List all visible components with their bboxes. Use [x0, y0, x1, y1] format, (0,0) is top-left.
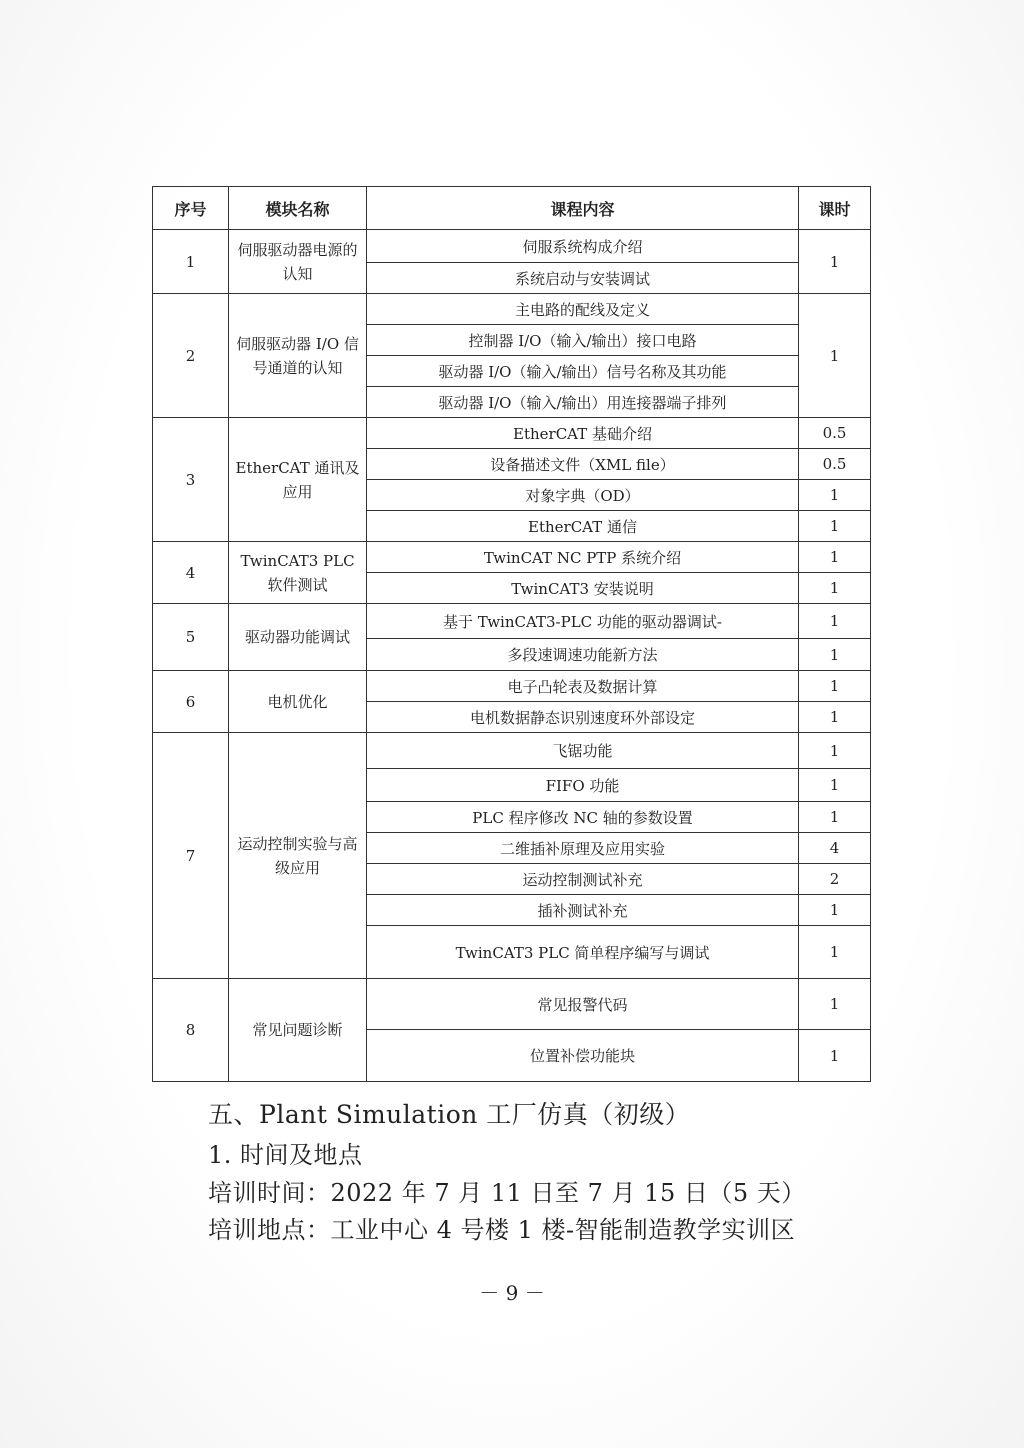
course-hours: 1	[799, 895, 871, 926]
course-content: 主电路的配线及定义	[367, 294, 799, 325]
course-hours: 4	[799, 833, 871, 864]
module-name: 电机优化	[229, 671, 367, 733]
course-content: 设备描述文件（XML file）	[367, 449, 799, 480]
module-name: 伺服驱动器电源的认知	[229, 230, 367, 294]
course-content: 对象字典（OD）	[367, 480, 799, 511]
course-content: 基于 TwinCAT3-PLC 功能的驱动器调试-	[367, 604, 799, 639]
course-content: 驱动器 I/O（输入/输出）信号名称及其功能	[367, 356, 799, 387]
module-name: 伺服驱动器 I/O 信号通道的认知	[229, 294, 367, 418]
course-hours: 1	[799, 1030, 871, 1082]
module-seq: 1	[153, 230, 229, 294]
course-hours: 1	[799, 480, 871, 511]
course-hours: 1	[799, 639, 871, 671]
module-seq: 5	[153, 604, 229, 671]
table-row	[153, 604, 871, 639]
course-content: 常见报警代码	[367, 979, 799, 1030]
course-hours: 1	[799, 671, 871, 702]
course-content: FIFO 功能	[367, 769, 799, 802]
course-content: 电机数据静态识别速度环外部设定	[367, 702, 799, 733]
module-name: TwinCAT3 PLC 软件测试	[229, 542, 367, 604]
module-seq: 6	[153, 671, 229, 733]
section-heading: 五、Plant Simulation 工厂仿真（初级）	[208, 1100, 691, 1129]
course-content: PLC 程序修改 NC 轴的参数设置	[367, 802, 799, 833]
course-hours: 1	[799, 769, 871, 802]
course-content: EtherCAT 通信	[367, 511, 799, 542]
module-name: 运动控制实验与高级应用	[229, 733, 367, 979]
course-hours: 0.5	[799, 418, 871, 449]
training-time: 培训时间：2022 年 7 月 11 日至 7 月 15 日（5 天）	[208, 1179, 806, 1207]
course-hours: 1	[799, 542, 871, 573]
course-content: 飞锯功能	[367, 733, 799, 769]
course-hours: 1	[799, 604, 871, 639]
sub-heading: 1. 时间及地点	[208, 1141, 363, 1169]
course-hours: 1	[799, 702, 871, 733]
course-table	[152, 186, 871, 1082]
table-row	[153, 979, 871, 1030]
module-seq: 8	[153, 979, 229, 1082]
course-content: 运动控制测试补充	[367, 864, 799, 895]
course-hours: 1	[799, 511, 871, 542]
course-content: 插补测试补充	[367, 895, 799, 926]
course-hours: 2	[799, 864, 871, 895]
module-seq: 2	[153, 294, 229, 418]
module-seq: 7	[153, 733, 229, 979]
header-hours: 课时	[799, 187, 871, 230]
course-content: 系统启动与安装调试	[367, 263, 799, 294]
course-content: 位置补偿功能块	[367, 1030, 799, 1082]
course-hours: 0.5	[799, 449, 871, 480]
course-hours: 1	[799, 979, 871, 1030]
course-content: 控制器 I/O（输入/输出）接口电路	[367, 325, 799, 356]
module-seq: 3	[153, 418, 229, 542]
table-row	[153, 542, 871, 573]
course-content: TwinCAT NC PTP 系统介绍	[367, 542, 799, 573]
table-header-row	[153, 187, 871, 230]
table-row	[153, 230, 871, 263]
course-hours: 1	[799, 926, 871, 979]
course-content: 多段速调速功能新方法	[367, 639, 799, 671]
course-hours: 1	[799, 573, 871, 604]
course-content: 伺服系统构成介绍	[367, 230, 799, 263]
header-module: 模块名称	[229, 187, 367, 230]
header-seq: 序号	[153, 187, 229, 230]
course-content: 驱动器 I/O（输入/输出）用连接器端子排列	[367, 387, 799, 418]
course-hours: 1	[799, 230, 871, 294]
table-row	[153, 733, 871, 769]
course-hours: 1	[799, 294, 871, 418]
page-number: － 9 －	[479, 1281, 545, 1305]
course-content: TwinCAT3 安装说明	[367, 573, 799, 604]
module-name: EtherCAT 通讯及应用	[229, 418, 367, 542]
module-seq: 4	[153, 542, 229, 604]
course-content: 电子凸轮表及数据计算	[367, 671, 799, 702]
header-content: 课程内容	[367, 187, 799, 230]
module-name: 常见问题诊断	[229, 979, 367, 1082]
table-row	[153, 418, 871, 449]
table-row	[153, 294, 871, 325]
course-hours: 1	[799, 733, 871, 769]
course-content: 二维插补原理及应用实验	[367, 833, 799, 864]
course-content: EtherCAT 基础介绍	[367, 418, 799, 449]
course-content: TwinCAT3 PLC 简单程序编写与调试	[367, 926, 799, 979]
module-name: 驱动器功能调试	[229, 604, 367, 671]
training-place: 培训地点：工业中心 4 号楼 1 楼-智能制造教学实训区	[208, 1216, 796, 1244]
table-row	[153, 671, 871, 702]
course-hours: 1	[799, 802, 871, 833]
